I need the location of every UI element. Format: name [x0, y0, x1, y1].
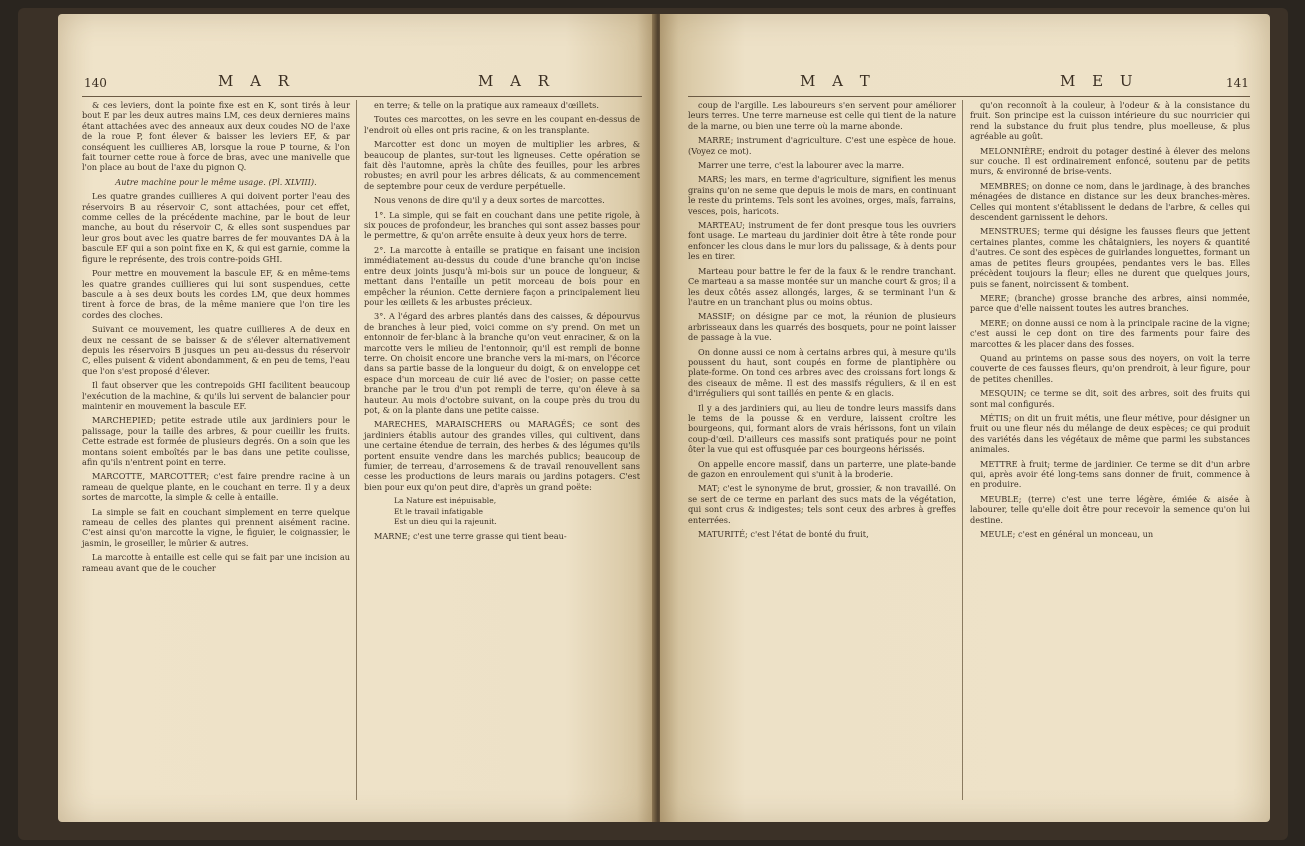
paragraph: Pour mettre en mouvement la bascule EF, & en même-tems les quatre grandes cuillieres qui lui sont suspendues, cette bascule a à ses deux bouts les cordes LM, que deux hommes tirent à force de bras, de la même maniere que l'on tire les cordes des cloches. [82, 268, 350, 320]
paragraph: La simple se fait en couchant simplement en terre quelque rameau de celles des plantes qui prennent aisément racine. C'est ainsi qu'on marcotte la vigne, le figuier, le coignassier, le jasmin, le groseiller, le mûrier & autres. [82, 506, 350, 548]
running-header-right-col1: M A T [800, 72, 876, 90]
running-header-left-col1: M A R [218, 72, 296, 90]
paragraph: Il y a des jardiniers qui, au lieu de tondre leurs massifs dans le tems de la pousse & en verdure, laissent croître les bourgeons, qui, formant alors de vrais hérissons, font un vilain coup-d'œil. D'ailleurs ces massifs sont pratiqués pour ne point ôter la vue qui est offusquée par ces bourgeons hérissés. [688, 402, 956, 455]
paragraph: MERE; (branche) grosse branche des arbres, ainsi nommée, parce que d'elle naissent toutes les autres branches. [970, 292, 1250, 314]
page-number-left: 140 [84, 76, 107, 90]
paragraph: MARRE; instrument d'agriculture. C'est une espèce de houe. (Voyez ce mot). [688, 135, 956, 156]
paragraph: MERE; on donne aussi ce nom à la principale racine de la vigne; c'est aussi le cep dont on tire des farments pour faire des marcottes & les placer dans des fosses. [970, 317, 1250, 349]
paragraph: Et le travail infatigable [394, 506, 483, 516]
paragraph: Marteau pour battre le fer de la faux & le rendre tranchant. Ce marteau a sa masse montée sur un manche court & gros; il a les deux côtés assez allongés, larges, & se terminant l'un & l'autre en un tranchant plus ou moins obtus. [688, 265, 956, 307]
paragraph: La marcotte à entaille est celle qui se fait par une incision au rameau avant que de le coucher [82, 552, 350, 573]
paragraph: MASSIF; on désigne par ce mot, la réunion de plusieurs arbrisseaux dans les quarrés des bosquets, pour ne point laisser de passage à la vue. [688, 311, 956, 343]
paragraph: Quand au printems on passe sous des noyers, on voit la terre couverte de ces fausses fleurs, qu'on prendroit, à leur figure, pour de petites chenilles. [970, 352, 1250, 384]
paragraph: MARNE; c'est une terre grasse qui tient beau- [374, 531, 567, 542]
paragraph: & ces leviers, dont la pointe fixe est en K, sont tirés à leur bout E par les deux autres mains LM, ces deux dernieres mains étant attachées avec des anneaux aux deux coudes NO de l'axe de la roue P, font élever & baisser les leviers EF, & par conséquent les cuillieres AB, lorsque la roue P tourne, & l'on fait tourner cette roue à force de bras, avec une manivelle que l'on place au bout de l'axe du pignon Q. [82, 100, 350, 173]
column-divider [962, 100, 963, 800]
running-header-right-col2: M E U [1060, 72, 1139, 90]
paragraph: MÉTIS; on dit un fruit métis, une fleur métive, pour désigner un fruit ou une fleur nés du mélange de deux espèces; ce qui produit des variétés dans les végétaux de même que parmi les substances animales. [970, 412, 1250, 455]
paragraph: MARS; les mars, en terme d'agriculture, signifient les menus grains qu'on ne seme que depuis le mois de mars, en continuant le reste du printems. Tels sont les avoines, orges, maïs, farrains, vesces, pois, haricots. [688, 174, 956, 216]
text-column-right-1 [688, 100, 956, 543]
paragraph: MARCOTTE, MARCOTTER; c'est faire prendre racine à un rameau de quelque plante, en le couchant en terre. Il y a deux sortes de marcotte, la simple & celle à entaille. [82, 471, 350, 503]
paragraph: Il faut observer que les contrepoids GHI facilitent beaucoup l'exécution de la machine, & qu'ils lui servent de balancier pour maintenir en mouvement la bascule EF. [82, 380, 350, 411]
text-column-left-1 [82, 100, 350, 577]
paragraph: On donne aussi ce nom à certains arbres qui, à mesure qu'ils poussent du haut, sont coupés en forme de plantiphère ou plate-forme. On tond ces arbres avec des croissans fort longs & des ciseaux de même. Il est des massifs réguliers, & il en est d'irréguliers qui sont taillés en pente & en glacis. [688, 346, 956, 399]
page-number-right: 141 [1226, 76, 1249, 90]
paragraph: MEMBRES; on donne ce nom, dans le jardinage, à des branches ménagées de distance en distance sur les deux branches-mères. Celles qui montent s'établissent le dedans de l'arbre, & celles qui descendent garnissent le dehors. [970, 180, 1250, 223]
paragraph: MEULE; c'est en général un monceau, un [980, 529, 1154, 540]
paragraph: coup de l'argille. Les laboureurs s'en servent pour améliorer leurs terres. Une terre marneuse est celle qui tient de la nature de la marne, ou bien une terre où la marne abonde. [688, 100, 956, 131]
paragraph: Toutes ces marcottes, on les sevre en les coupant en-dessus de l'endroit où elles ont pris racine, & on les transplante. [364, 114, 640, 135]
paragraph: La Nature est inépuisable, [394, 496, 497, 506]
paragraph: Suivant ce mouvement, les quatre cuillieres A de deux en deux ne cessant de se baisser & de s'élever alternativement depuis les réservoirs B jusques un peu au-dessus du réservoir C, elles puisent & vident abondamment, & en peu de tems, l'eau que l'on s'est proposé d'élever. [82, 324, 350, 376]
header-rule [82, 96, 642, 97]
column-divider [356, 100, 357, 800]
right-page [660, 14, 1270, 822]
paragraph: 3°. A l'égard des arbres plantés dans des caisses, & dépourvus de branches à leur pied, voici comme on s'y prend. On met un entonnoir de fer-blanc à la branche qu'on veut enraciner, & on la marcotte vers le milieu de l'entonnoir, qu'il est rempli de bonne terre. On choisit encore une branche vers la mi-mars, on l'écorce dans sa partie basse de la longueur du doigt, & on enveloppe cet espace d'un morceau de cuir lié avec de l'osier; on passe cette branche par le trou d'un pot rempli de terre, qu'on éleve à sa hauteur. Au mois d'octobre suivant, on la coupe près du trou du pot, & on la plante dans une petite caisse. [364, 311, 640, 415]
paragraph: Autre machine pour le même usage. (Pl. XLVIII). [115, 176, 317, 187]
paragraph: Marrer une terre, c'est la labourer avec la marre. [698, 160, 905, 171]
running-header-left-col2: M A R [478, 72, 556, 90]
paragraph: On appelle encore massif, dans un parterre, une plate-bande de gazon en enroulement qui s'unit à la broderie. [688, 458, 956, 479]
paragraph: qu'on reconnoît à la couleur, à l'odeur & à la consistance du fruit. Son principe est la cuisson intérieure du suc nourricier qui rend la substance du fruit plus tendre, plus moelleuse, & plus agréable au goût. [970, 100, 1250, 142]
text-column-left-2 [364, 100, 640, 546]
text-column-right-2 [970, 100, 1250, 543]
paragraph: MEUBLE; (terre) c'est une terre légère, émiée & aisée à labourer, telle qu'elle doit être pour recevoir la semence qu'on lui destine. [970, 493, 1250, 525]
paragraph: MELONNIÈRE; endroit du potager destiné à élever des melons sur couche. Il est ordinairement enfoncé, soutenu par de petits murs, & environné de brise-vents. [970, 145, 1250, 177]
paragraph: MATURITÉ; c'est l'état de bonté du fruit, [698, 529, 869, 540]
paragraph: 1°. La simple, qui se fait en couchant dans une petite rigole, à six pouces de profondeur, les branches qui sont assez basses pour le permettre, & qu'on arrête ensuite à deux yeux hors de terre. [364, 209, 640, 241]
header-rule [688, 96, 1250, 97]
paragraph: MENSTRUES; terme qui désigne les fausses fleurs que jettent certaines plantes, comme les châtaigniers, les noyers & quantité d'autres. Ce sont des espèces de guirlandes longuettes, formant un amas de petites fleurs groupées, pendantes vers le bas. Elles précèdent toujours la fleur; elles ne durent que quelques jours, puis se fanent, noircissent & tombent. [970, 226, 1251, 289]
paragraph: Les quatre grandes cuillieres A qui doivent porter l'eau des réservoirs B au réservoir C, sont attachées, pour cet effet, comme celles de la précédente machine, par le bout de leur manche, au bout du réservoir C, & elles sont suspendues par leur gros bout avec les quatre barres de fer mouvantes DA à la bascule EF qui a son point fixe en K, & qui est garnie, comme la figure le représente, des trois contre-poids GHI. [82, 191, 350, 264]
left-page [58, 14, 655, 822]
paragraph: METTRE à fruit; terme de jardinier. Ce terme se dit d'un arbre qui, après avoir été long-tems sans donner de fruit, commence à en produire. [970, 458, 1250, 490]
paragraph: 2°. La marcotte à entaille se pratique en faisant une incision immédiatement au-dessus du coude d'une branche qu'on incise entre deux joints jusqu'à mi-bois sur un pouce de longueur, & mettant dans l'entaille un petit morceau de bois pour en empêcher la réunion. Cette derniere façon a principalement lieu pour les œillets & les arbustes précieux. [364, 244, 640, 307]
paragraph: MESQUIN; ce terme se dit, soit des arbres, soit des fruits qui sont mal configurés. [970, 388, 1250, 409]
paragraph: MARTEAU; instrument de fer dont presque tous les ouvriers font usage. Le marteau du jardinier doit être à tête ronde pour enfoncer les clous dans le mur lors du palissage, & à dents pour les en tirer. [688, 220, 956, 262]
paragraph: en terre; & telle on la pratique aux rameaux d'œillets. [374, 100, 599, 110]
paragraph: Est un dieu qui la rajeunit. [394, 517, 497, 527]
paragraph: Marcotter est donc un moyen de multiplier les arbres, & beaucoup de plantes, sur-tout les ligneuses. Cette opération se fait dès l'automne, après la chûte des feuilles, pour les arbres robustes; en avril pour les arbres délicats, & au commencement de septembre pour ceux de verdure perpétuelle. [364, 139, 640, 191]
paragraph: Nous venons de dire qu'il y a deux sortes de marcottes. [374, 195, 605, 206]
paragraph: MARECHES, MARAISCHERS ou MARAGÉS; ce sont des jardiniers établis autour des grandes villes, qui cultivent, dans une certaine étendue de terrain, des herbes & des légumes qu'ils portent ensuite vendre dans les marchés publics; beaucoup de fumier, de terreau, d'arrosemens & de travail renouvellent sans cesse les productions de leurs marais ou jardins potagers. C'est bien pour eux qu'on peut dire, d'après un grand poëte: [364, 419, 640, 492]
paragraph: MARCHEPIED; petite estrade utile aux jardiniers pour le palissage, pour la taille des arbres, & pour cueillir les fruits. Cette estrade est formée de plusieurs degrés. On a soin que les montans soient emboîtés par le bas dans une petite coulisse, afin qu'ils n'entrent point en terre. [82, 415, 350, 467]
paragraph: MAT; c'est le synonyme de brut, grossier, & non travaillé. On se sert de ce terme en parlant des sucs mats de la végétation, qui sont crus & indigestes; tels sont ceux des arbres à greffes enterrées. [688, 483, 956, 525]
